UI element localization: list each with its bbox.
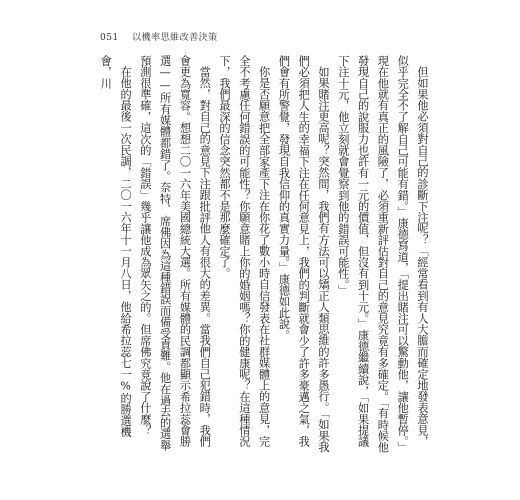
body-text <box>95 55 432 455</box>
paragraph: 當然，對自己的意見下注跟批評他人有很大的差異。當我們自己犯錯時，我們會更為寬容。想想二〇一六年美國總統大選。所有媒體的民調都顯示希拉蕊會勝選——所有媒體都錯了。奈特．席佛因為這種錯誤而備受責難。他在過去的選舉預測很準確，這次的「錯誤」幾乎讓他成為眾矢之的。但席佛究竟說了什麼？ <box>138 55 212 451</box>
paragraph: 如果賭注更高呢？突然間，我們有方法可以矯正人類思維的許多愚行。「如果我們必須把人生的幸福下注在任何意見上，我們的判斷就會少了許多豪邁之氣，我們會有所警覺，發現自我信仰的真實力量。」康德如此說。 <box>277 55 331 453</box>
paragraph: 但如果他必須對自己的診斷下注呢？「經常看到有人大膽而確定地發表意見，似乎完全不了解自己可能有錯。」康德寫道，「提出賭注可以驚動他，讓他暫停。」現在他就有真正的風險了，必須重新評估對自己的意見究竟有多確定。「有時候他發現自己的說服力也許有一元的價值，但沒有到十元。」康德繼續說，「如果提議下注十元，他立刻就會覺察到他的錯誤可能性。」 <box>336 55 429 453</box>
running-header <box>100 30 218 43</box>
paragraph: 你是否願意把全部家產下注在你花了數小時自信發表在社群媒體上的意見，完全不考慮任何錯誤的可能性？你願意賭上你的婚姻嗎？你的健康呢？在這種情況下，我們最深的信念突然都不是那麼確定了。 <box>218 55 271 447</box>
paragraph: 在他的最後一次民調，二〇一六年十一月八日，他給希拉蕊七一%的勝選機會，川 <box>99 55 133 438</box>
page-number: 051 <box>100 33 119 43</box>
chapter-title: 以機率思維改善決策 <box>132 33 218 43</box>
